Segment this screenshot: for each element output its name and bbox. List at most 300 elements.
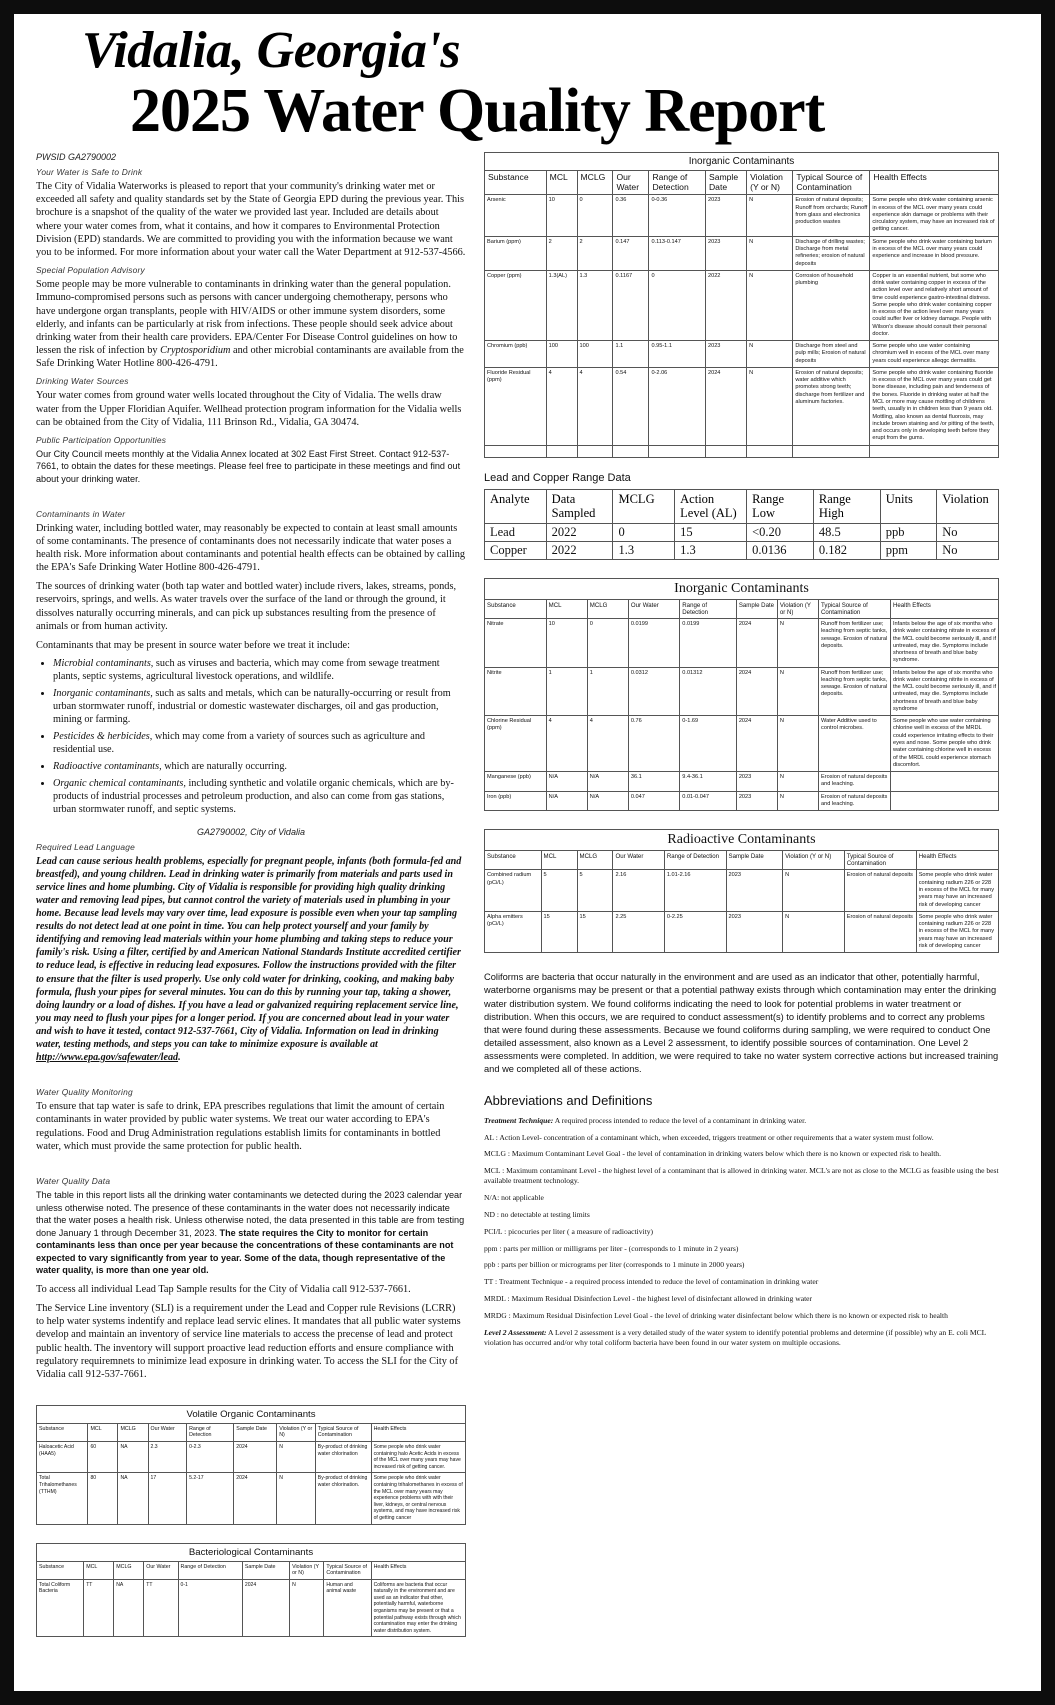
col-violation: Violation (Y or N) bbox=[777, 599, 818, 618]
list-item bbox=[53, 658, 466, 684]
para-special-population bbox=[36, 278, 466, 370]
cell-our-water: 2.16 bbox=[613, 870, 664, 911]
list-item bbox=[53, 778, 466, 817]
cell-violation: N bbox=[777, 716, 818, 772]
cell-empty bbox=[577, 445, 613, 457]
cell-range: 9.4-36.1 bbox=[680, 772, 737, 792]
abbr-text: Maximum Contaminant Level Goal - the level of contamination in drinking waters below which there is no known or expected risk to health. bbox=[509, 1149, 942, 1159]
cell-substance: Chromium (ppb) bbox=[485, 341, 547, 368]
crypto-italic: Cryptosporidium bbox=[160, 345, 231, 357]
cell-range: 0-2.25 bbox=[664, 911, 726, 952]
abbr-text: parts per million or milligrams per liter - (corresponds to 1 minute in 2 years) bbox=[501, 1243, 739, 1253]
heading-safe-to-drink: Your Water is Safe to Drink bbox=[36, 167, 143, 178]
cell-range: 0-1.69 bbox=[680, 716, 737, 772]
bacteriological-table-title: Bacteriological Contaminants bbox=[37, 1543, 466, 1561]
heading-required-lead-language: Required Lead Language bbox=[36, 841, 135, 852]
cell-source: Runoff from fertilizer use; leaching from septic tanks, sewage. Erosion of natural deposits. bbox=[819, 619, 891, 668]
cell-mcl: 4 bbox=[546, 367, 577, 445]
special-b: and other microbial contaminants are available from the Safe Drinking Water Hotline 800-426-4791. bbox=[36, 345, 464, 370]
list-item bbox=[53, 761, 466, 774]
table-row bbox=[485, 772, 999, 792]
col-health: Health Effects bbox=[916, 851, 998, 870]
inorganic1-table-title: Inorganic Contaminants bbox=[485, 153, 999, 171]
cell-health bbox=[890, 791, 998, 811]
spacer-3 bbox=[36, 1159, 466, 1171]
col-mclg: MCLG bbox=[577, 171, 613, 195]
col-source: Typical Source of Contamination bbox=[793, 171, 870, 195]
col-substance: Substance bbox=[485, 851, 542, 870]
spacer-6 bbox=[484, 560, 999, 578]
col-our-water: Our Water bbox=[613, 851, 664, 870]
cell-empty bbox=[870, 445, 999, 457]
table-row bbox=[485, 236, 999, 270]
cell-violation: N bbox=[747, 195, 793, 236]
col-source: Typical Source of Contamination bbox=[315, 1424, 371, 1442]
cell-health: Some people who drink water containing arsenic in excess of the MCL over many years could experience skin damage or problems with their circulatory system, may have an increased risk of getting cancer. bbox=[870, 195, 999, 236]
cell-mcl: 60 bbox=[88, 1441, 118, 1472]
special-a: Some people may be more vulnerable to contaminants in drinking water than the general population. Immuno-compromised persons such as persons with cancer undergoing chemotherapy, persons who have undergone organ transplants, people with HIV/AIDS or other immune system disorders, some elderly, and infants can be particularly at risk from infections. These people should seek advice about drinking water from their health care providers. EPA/Center For Disease Control guidelines on how to lessen the risk of infection by bbox=[36, 279, 458, 357]
col-our-water: Our Water bbox=[613, 171, 649, 195]
cell-date: 2023 bbox=[726, 911, 783, 952]
cell-mclg: 1.3 bbox=[577, 270, 613, 340]
col-our-water: Our Water bbox=[148, 1424, 187, 1442]
cell-mcl: 1.3(AL) bbox=[546, 270, 577, 340]
table-title-row bbox=[485, 830, 999, 851]
page-inner bbox=[14, 14, 1041, 1691]
spacer-2 bbox=[36, 1070, 466, 1082]
cell-mclg: 4 bbox=[577, 367, 613, 445]
cell-our-water: 0.047 bbox=[628, 791, 679, 811]
col-range: Range of Detection bbox=[680, 599, 737, 618]
cell-violation: N bbox=[777, 772, 818, 792]
cell-units: ppb bbox=[880, 523, 937, 541]
col-action-level: Action Level (AL) bbox=[675, 489, 747, 523]
table-title-row bbox=[37, 1406, 466, 1424]
table-header-row bbox=[37, 1424, 466, 1442]
cell-health: Infants below the age of six months who drink water containing nitrite in excess of the MCL could become seriously ill, and if untreated, may die. Symptoms include shortness of breath and blue baby syndrome bbox=[890, 667, 998, 716]
col-range-low: Range Low bbox=[747, 489, 814, 523]
table-row bbox=[485, 870, 999, 911]
para-water-quality-data bbox=[36, 1189, 466, 1277]
cell-range: 0.0199 bbox=[680, 619, 737, 668]
cell-range: 0-1 bbox=[178, 1579, 242, 1637]
cell-violation: No bbox=[937, 541, 999, 559]
abbreviation-item bbox=[484, 1210, 999, 1220]
cell-our-water: 0.0199 bbox=[628, 619, 679, 668]
cell-mcl: 10 bbox=[546, 195, 577, 236]
col-mcl: MCL bbox=[88, 1424, 118, 1442]
cell-empty bbox=[705, 445, 746, 457]
bullet-term: Inorganic contaminants, bbox=[53, 687, 153, 699]
cell-analyte: Lead bbox=[485, 523, 547, 541]
inorganic-contaminants-table-2 bbox=[484, 578, 999, 811]
cell-mclg: 15 bbox=[577, 911, 613, 952]
table-row bbox=[485, 716, 999, 772]
abbr-term: N/A: bbox=[484, 1192, 500, 1202]
col-range: Range of Detection bbox=[178, 1561, 242, 1579]
col-our-water: Our Water bbox=[144, 1561, 178, 1579]
masthead-city: Vidalia, Georgia's bbox=[82, 22, 461, 79]
table-header-row bbox=[485, 171, 999, 195]
cell-health: Some people who use water containing chlorine well in excess of the MRDL could experience irritating effects to their eyes and nose. Some people who drink water containing chlorine well in excess of the MRDL could experience stomach discomfort. bbox=[890, 716, 998, 772]
spacer-4 bbox=[36, 1387, 466, 1405]
col-mclg: MCLG bbox=[577, 851, 613, 870]
abbr-term: Treatment Technique: bbox=[484, 1115, 554, 1125]
cell-mcl: 4 bbox=[546, 716, 587, 772]
contaminant-bullet-list bbox=[36, 658, 466, 816]
cell-violation: N bbox=[290, 1579, 324, 1637]
abbreviation-item bbox=[484, 1227, 999, 1237]
abbr-term: MRDG : bbox=[484, 1310, 511, 1320]
volatile-organic-contaminants-table bbox=[36, 1405, 466, 1525]
list-item bbox=[53, 688, 466, 727]
col-data-sampled: Data Sampled bbox=[546, 489, 613, 523]
cell-health: Some people who drink water containing radium 226 or 228 in excess of the MCL for many years may have an increased risk of developing cancer bbox=[916, 870, 998, 911]
cell-mcl: 80 bbox=[88, 1473, 118, 1524]
cell-violation: No bbox=[937, 523, 999, 541]
bullet-text: which are naturally occurring. bbox=[161, 760, 287, 772]
abbreviation-item bbox=[484, 1277, 999, 1287]
bullet-text: such as salts and metals, which can be naturally-occurring or result from urban stormwater runoff, industrial or domestic wastewater discharges, oil and gas production, mining or farming. bbox=[53, 687, 451, 725]
heading-water-sources: Drinking Water Sources bbox=[36, 376, 129, 387]
spacer-7 bbox=[484, 811, 999, 829]
cell-empty bbox=[747, 445, 793, 457]
cell-mclg: NA bbox=[114, 1579, 144, 1637]
col-source: Typical Source of Contamination bbox=[844, 851, 916, 870]
cell-range: 0-2.06 bbox=[649, 367, 706, 445]
col-range-high: Range High bbox=[813, 489, 880, 523]
right-column bbox=[484, 152, 999, 1354]
cell-source: By-product of drinking water chlorination bbox=[315, 1441, 371, 1472]
cell-mcl: 1 bbox=[546, 667, 587, 716]
system-id-label: GA2790002, City of Vidalia bbox=[197, 826, 305, 837]
abbr-term: PCI/L : bbox=[484, 1226, 507, 1236]
abbreviation-item bbox=[484, 1133, 999, 1143]
pwsid-label: PWSID GA2790002 bbox=[36, 152, 117, 163]
abbr-term: ppb : bbox=[484, 1260, 500, 1270]
abbr-term: ND : bbox=[484, 1209, 499, 1219]
para-contaminants-2: The sources of drinking water (both tap water and bottled water) include rivers, lakes, streams, ponds, reservoirs, springs, and wells. As water travels over the surface of the land or through the ground, it dissolves naturally occurring minerals, and can pick up substances resulting from the presence of animals or from human activity. bbox=[36, 581, 457, 632]
cell-violation: N bbox=[777, 619, 818, 668]
col-mclg: MCLG bbox=[118, 1424, 148, 1442]
abbr-text: Action Level- concentration of a contaminant which, when exceeded, triggers treatment or other requirements that a water system must follow. bbox=[497, 1132, 934, 1142]
left-column bbox=[36, 152, 466, 1637]
cell-mcl: N/A bbox=[546, 791, 587, 811]
abbr-text: Maximum Residual Disinfection Level Goal - the level of drinking water disinfectant below which there is no known or expected risk to health bbox=[510, 1310, 948, 1320]
radioactive-contaminants-table bbox=[484, 829, 999, 953]
col-violation: Violation (Y or N) bbox=[277, 1424, 316, 1442]
table-header-row bbox=[485, 599, 999, 618]
cell-source: Discharge from steel and pulp mills; Erosion of natural deposits bbox=[793, 341, 870, 368]
cell-range: 0.95-1.1 bbox=[649, 341, 706, 368]
abbr-term: MCLG : bbox=[484, 1149, 510, 1159]
cell-health bbox=[890, 772, 998, 792]
lead-text: Lead can cause serious health problems, especially for pregnant people, infants (both formula-fed and breastfed), and young children. Lead in drinking water is primarily from materials and parts used in service lines and home plumbing. City of Vidalia is responsible for providing high quality drinking water and removing lead pipes, but cannot control the variety of materials used in plumbing in your home. Because lead levels may vary over time, lead exposure is possible even when your tap sampling results do not detect lead at one point in time. You can help protect yourself and your family by identifying and removing lead materials within your home plumbing and taking steps to reduce your family's risk. Using a filter, certified by and American National Standards Institute accredited certifier to reduce lead, is effective in reducing lead exposures. Follow the instructions provided with the filter to ensure that the filter is used properly. Use only cold water for drinking, cooking, and making baby formula, flush your pipes for several minutes. You can do this by running your tap, taking a shower, doing laundry or a load of dishes. If you have a lead or galvanized requiring replacement service line, you may need to flush your pipes for a longer period. If you are concerned about lead in your water and wish to have it tested, contact 912-537-7661, City of Vidalia. Information on lead in drinking water, testing methods, and steps you can take to minimize exposure is available at bbox=[36, 855, 462, 1051]
volatile-table-title: Volatile Organic Contaminants bbox=[37, 1406, 466, 1424]
cell-date: 2023 bbox=[726, 870, 783, 911]
cell-action-level: 15 bbox=[675, 523, 747, 541]
cell-health: Some people who drink water containing halo Acetic Acids in excess of the MCL over many years may have increased risk of getting cancer. bbox=[371, 1441, 465, 1472]
table-title-row bbox=[37, 1543, 466, 1561]
cell-date: 2024 bbox=[234, 1473, 277, 1524]
col-health: Health Effects bbox=[890, 599, 998, 618]
cell-our-water: 0.76 bbox=[628, 716, 679, 772]
table-header-row bbox=[485, 851, 999, 870]
heading-contaminants-in-water: Contaminants in Water bbox=[36, 508, 126, 519]
cell-our-water: 36.1 bbox=[628, 772, 679, 792]
cell-range: 1.01-2.16 bbox=[664, 870, 726, 911]
cell-our-water: 0.36 bbox=[613, 195, 649, 236]
abbr-text: A required process intended to reduce the level of a contaminant in drinking water. bbox=[553, 1115, 807, 1125]
cell-mclg: NA bbox=[118, 1473, 148, 1524]
table-title-row bbox=[485, 578, 999, 599]
cell-mclg: 0 bbox=[577, 195, 613, 236]
cell-date: 2023 bbox=[736, 772, 777, 792]
cell-date: 2024 bbox=[736, 619, 777, 668]
abbr-text: Treatment Technique - a required process intended to reduce the level of contamination in drinking water bbox=[497, 1277, 819, 1287]
col-substance: Substance bbox=[37, 1424, 88, 1442]
cell-date: 2024 bbox=[234, 1441, 277, 1472]
cell-our-water: 0.54 bbox=[613, 367, 649, 445]
col-sample-date: Sample Date bbox=[736, 599, 777, 618]
cell-substance: Chlorine Residual (ppm) bbox=[485, 716, 547, 772]
table-row bbox=[485, 523, 999, 541]
cell-substance: Combined radium (pCi/L) bbox=[485, 870, 542, 911]
abbreviation-item bbox=[484, 1149, 999, 1159]
cell-substance: Iron (ppb) bbox=[485, 791, 547, 811]
cell-date: 2023 bbox=[705, 195, 746, 236]
abbr-text: Maximum contaminant Level - the highest level of a contaminant that is allowed in drinking water. MCL's are not as close to the MCLG as feasible using the best available treatment technology. bbox=[484, 1166, 999, 1186]
cell-date: 2023 bbox=[736, 791, 777, 811]
cell-range-low: 0.0136 bbox=[747, 541, 814, 559]
cell-substance: Alpha emitters (pCi/L) bbox=[485, 911, 542, 952]
abbr-text: Maximum Residual Disinfection Level - the highest level of disinfectant allowed in drinking water bbox=[509, 1294, 813, 1304]
col-sample-date: Sample Date bbox=[705, 171, 746, 195]
spacer-8 bbox=[484, 953, 999, 971]
cell-mcl: 15 bbox=[541, 911, 577, 952]
cell-mcl: TT bbox=[84, 1579, 114, 1637]
para-water-sources: Your water comes from ground water wells located throughout the City of Vidalia. The wells draw water from the Upper Floridian Aquifer. Wellhead protection program information for the Vidalia wells can be obtained from the City of Vidalia, 111 Brinson Rd., Vidalia, GA 30474. bbox=[36, 390, 462, 428]
col-mcl: MCL bbox=[546, 599, 587, 618]
cell-health: Some people who use water containing chromium well in excess of the MCL over many years could experience alleqgc dermatitis. bbox=[870, 341, 999, 368]
table-row bbox=[485, 195, 999, 236]
heading-special-population: Special Population Advisory bbox=[36, 265, 145, 276]
abbreviation-item bbox=[484, 1116, 999, 1126]
cell-source: Erosion of natural deposits and leaching. bbox=[819, 772, 891, 792]
cell-substance: Total Coliform Bacteria bbox=[37, 1579, 84, 1637]
abbreviation-item bbox=[484, 1166, 999, 1186]
cell-range-low: <0.20 bbox=[747, 523, 814, 541]
cell-empty bbox=[485, 445, 547, 457]
cell-empty bbox=[793, 445, 870, 457]
table-row bbox=[37, 1579, 466, 1637]
cell-substance: Fluoride Residual (ppm) bbox=[485, 367, 547, 445]
cell-source: Runoff from fertilizer use; leaching from septic tanks, sewage. Erosion of natural deposits. bbox=[819, 667, 891, 716]
content-columns bbox=[36, 152, 1019, 1637]
cell-our-water: 0.0312 bbox=[628, 667, 679, 716]
cell-violation: N bbox=[777, 791, 818, 811]
col-our-water: Our Water bbox=[628, 599, 679, 618]
cell-range: 0-0.36 bbox=[649, 195, 706, 236]
cell-source: Erosion of natural deposits and leaching. bbox=[819, 791, 891, 811]
cell-health: Coliforms are bacteria that occur naturally in the environment and are used as an indicator that other, potentially harmful, waterborne organisms may be present or that a potential pathway exists through which contamination may enter the drinking water distribution system. bbox=[371, 1579, 465, 1637]
masthead-title: 2025 Water Quality Report bbox=[130, 77, 825, 146]
cell-range: 0.113-0.147 bbox=[649, 236, 706, 270]
bacteriological-contaminants-table bbox=[36, 1543, 466, 1638]
table-title-row bbox=[485, 153, 999, 171]
list-item bbox=[53, 731, 466, 757]
col-units: Units bbox=[880, 489, 937, 523]
abbr-text: no detectable at testing limits bbox=[498, 1209, 590, 1219]
bullet-term: Microbial contaminants, bbox=[53, 658, 154, 670]
table-row bbox=[37, 1473, 466, 1524]
cell-health: Some people who drink water containing fluoride in excess of the MCL over many years could get bone disease, including pain and tenderness of the bones. Fluoride in drinking water at half the MCL or more may cause mottling of childrens teeth, usually in in children less than 9 years old. Mottling, also known as dental fluorosis, may include brown staining and /or pitting of the teeth, and occurs only in developing teeth before they erupt from the gums. bbox=[870, 367, 999, 445]
masthead bbox=[36, 24, 1019, 144]
cell-violation: N bbox=[747, 236, 793, 270]
abbreviation-item bbox=[484, 1294, 999, 1304]
cell-health: Some people who drink water containing radium 226 or 228 in excess of the MCL for many years may have an increased risk of developing cancer bbox=[916, 911, 998, 952]
cell-units: ppm bbox=[880, 541, 937, 559]
col-mcl: MCL bbox=[546, 171, 577, 195]
cell-violation: N bbox=[277, 1473, 316, 1524]
cell-range-high: 48.5 bbox=[813, 523, 880, 541]
col-source: Typical Source of Contamination bbox=[324, 1561, 371, 1579]
cell-date: 2024 bbox=[242, 1579, 289, 1637]
cell-mclg: 0 bbox=[613, 523, 675, 541]
cell-substance: Barium (ppm) bbox=[485, 236, 547, 270]
cell-violation: N bbox=[277, 1441, 316, 1472]
cell-date: 2022 bbox=[705, 270, 746, 340]
table-header-row bbox=[485, 489, 999, 523]
abbr-term: Level 2 Assessment: bbox=[484, 1327, 547, 1337]
table-row bbox=[485, 619, 999, 668]
table-row bbox=[485, 667, 999, 716]
cell-substance: Total Trihalomethanes (TTHM) bbox=[37, 1473, 88, 1524]
cell-health: Infants below the age of six months who drink water containing nitrate in excess of the MCL could become seriously ill, and if untreated, may die. Symptoms include shortness of breath and blue baby syndrome. bbox=[890, 619, 998, 668]
cell-health: Copper is an essential nutrient, but some who drink water containing copper in excess of the action level over and relatively short amount of time could experience gastro-intestinal distress. Some people who drink water containing copper in excess of the action level over many years could suffer liver or kidney damage. People with Wilson's disease should consult their personal doctor. bbox=[870, 270, 999, 340]
cell-mclg: NA bbox=[118, 1441, 148, 1472]
table-row bbox=[37, 1441, 466, 1472]
col-sample-date: Sample Date bbox=[726, 851, 783, 870]
para-water-quality-monitoring: To ensure that tap water is safe to drink, EPA prescribes regulations that limit the amount of certain contaminants in water provided by public water systems. We treat our water according to EPA's regulations. Food and Drug Administration regulations establish limits for contaminants in bottled water, which must provide the same protection for public health. bbox=[36, 1101, 445, 1152]
cell-source: Discharge of drilling wastes; Discharge from metal refineries; erosion of natural deposits bbox=[793, 236, 870, 270]
para-contaminants-3: Contaminants that may be present in source water before we treat it include: bbox=[36, 639, 350, 651]
abbreviations-title: Abbreviations and Definitions bbox=[484, 1092, 653, 1108]
cell-substance: Arsenic bbox=[485, 195, 547, 236]
abbreviation-item bbox=[484, 1193, 999, 1203]
lead-copper-title: Lead and Copper Range Data bbox=[484, 471, 631, 484]
col-health: Health Effects bbox=[870, 171, 999, 195]
epa-lead-link[interactable]: http://www.epa.gov/safewater/lead bbox=[36, 1052, 179, 1064]
cell-violation: N bbox=[783, 870, 845, 911]
cell-source: Human and animal waste bbox=[324, 1579, 371, 1637]
para-contaminants-1: Drinking water, including bottled water, may reasonably be expected to contain at least small amounts of some contaminants. The presence of contaminants does not necessarily indicate that water poses a health risk. More information about contaminants and potential health effects can be obtained by calling the EPA's Safe Drinking Water Hotline 800-426-4791. bbox=[36, 522, 465, 574]
cell-mclg: 5 bbox=[577, 870, 613, 911]
cell-our-water: 0.147 bbox=[613, 236, 649, 270]
abbr-term: MRDL : bbox=[484, 1294, 510, 1304]
col-mclg: MCLG bbox=[114, 1561, 144, 1579]
heading-water-quality-data: Water Quality Data bbox=[36, 1175, 111, 1186]
cell-range: 0-2.3 bbox=[187, 1441, 234, 1472]
table-row bbox=[485, 911, 999, 952]
para-required-lead-language: Lead can cause serious health problems, especially for pregnant people, infants (both formula-fed and breastfed), and young children. Lead in drinking water is primarily from materials and parts used in service lines and home plumbing. City of Vidalia is responsible for providing high quality drinking water and removing lead pipes, but cannot control the variety of materials used in plumbing in your home. Because lead levels may vary over time, lead exposure is possible even when your tap sampling results do not detect lead at one point in time. You can help protect yourself and your family by identifying and removing lead materials within your home plumbing and taking steps to reduce your family's risk. Using a filter, certified by and American National Standards Institute accredited certifier to reduce lead, is effective in reducing lead exposures. Follow the instructions provided with the filter to ensure that the filter is used properly. Use only cold water for drinking, cooking, and making baby formula, flush your pipes for several minutes. You can do this by running your tap, taking a shower, doing laundry or a load of dishes. If you have a lead or galvanized requiring replacement service line, you may need to flush your pipes for a longer period. If you are concerned about lead in your water and wish to have it tested, contact 912-537-7661, City of Vidalia. Information on lead in drinking water, testing methods, and steps you can take to minimize exposure is available at http://www.epa.gov/safewater/lead. bbox=[36, 855, 462, 1064]
cell-action-level: 1.3 bbox=[675, 541, 747, 559]
bullet-term: Pesticides & herbicides, bbox=[53, 730, 153, 742]
cell-mclg: 0 bbox=[587, 619, 628, 668]
cell-source: By-product of drinking water chlorination. bbox=[315, 1473, 371, 1524]
cell-range: 0.01-0.047 bbox=[680, 791, 737, 811]
cell-substance: Manganese (ppb) bbox=[485, 772, 547, 792]
col-range: Range of Detection bbox=[664, 851, 726, 870]
spacer-5 bbox=[36, 1525, 466, 1543]
cell-violation: N bbox=[777, 667, 818, 716]
bullet-term: Radioactive contaminants, bbox=[53, 760, 162, 772]
cell-source: Erosion of natural deposits; Runoff from orchards; Runoff from glass and electronics production wastes bbox=[793, 195, 870, 236]
cell-our-water: 2.25 bbox=[613, 911, 664, 952]
col-source: Typical Source of Contamination bbox=[819, 599, 891, 618]
abbr-term: MCL : bbox=[484, 1166, 505, 1176]
cell-date: 2024 bbox=[705, 367, 746, 445]
para-coliform-assessment: Coliforms are bacteria that occur naturally in the environment and are used as an indicator that other, potentially harmful, waterborne organisms may be present or that a potential pathway exists through which contamination may enter the drinking water distribution system. We found coliforms indicating the need to look for potential problems in water treatment or distribution. When this occurs, we are required to conduct assessment(s) to identify problems and to correct any problems that were found during these assessments. Because we found coliforms during sampling, we were required to conduct One detailed assessment, also known as a Level 2 assessment, to identify possible sources of contamination. One Level 2 assessments were completed. In addition, we were required to take no water system corrective actions but increased training and we completed all of these actions. bbox=[484, 972, 999, 1075]
table-row bbox=[485, 791, 999, 811]
cell-violation: N bbox=[747, 270, 793, 340]
para-safe-to-drink: The City of Vidalia Waterworks is pleased to report that your community's drinking water met or exceeded all safety and quality standards set by the State of Georgia EPD during the previous year. This brochure is a snapshot of the quality of the water we provided last year. Included are details about where your water comes from, what it contains, and how it compares to Environmental Protection Division (EPD) standards. We are committed to providing you with the information because we want you to be informed. For more information about your water call the Water Department at 912-537-4566. bbox=[36, 181, 466, 258]
col-range: Range of Detection bbox=[187, 1424, 234, 1442]
abbreviation-item bbox=[484, 1328, 999, 1348]
table-row bbox=[485, 541, 999, 559]
cell-range: 0.01312 bbox=[680, 667, 737, 716]
col-violation: Violation bbox=[937, 489, 999, 523]
cell-mcl: 5 bbox=[541, 870, 577, 911]
cell-mcl: 100 bbox=[546, 341, 577, 368]
table-header-row bbox=[37, 1561, 466, 1579]
cell-range: 0 bbox=[649, 270, 706, 340]
cell-violation: N bbox=[747, 341, 793, 368]
table-row bbox=[485, 367, 999, 445]
col-mcl: MCL bbox=[84, 1561, 114, 1579]
lead-copper-range-table bbox=[484, 489, 999, 560]
cell-date: 2024 bbox=[736, 667, 777, 716]
col-violation: Violation (Y or N) bbox=[783, 851, 845, 870]
table-row bbox=[485, 270, 999, 340]
cell-health: Some people who drink water containing barium in excess of the MCL over many years could experience and increase in blood pressure. bbox=[870, 236, 999, 270]
cell-mclg: 1 bbox=[587, 667, 628, 716]
cell-mclg: N/A bbox=[587, 791, 628, 811]
cell-our-water: 17 bbox=[148, 1473, 187, 1524]
para-lead-tap-results: To access all individual Lead Tap Sample results for the City of Vidalia call 912-537-7661. bbox=[36, 1283, 411, 1295]
cell-health: Some people who drink water containing trihalomethanes in excess of the MCL over many years may experience problems with with their liver, kidneys, or central nervous systems, and may have increased risk of getting cancer bbox=[371, 1473, 465, 1524]
abbr-term: ppm : bbox=[484, 1243, 502, 1253]
data-text-bold: The state requires the City to monitor for certain contaminants less than once per year because the concentrations of these contaminants are not expected to vary significantly from year to year. Some of the data, though representative of the water quality, is more than one year old. bbox=[36, 1227, 454, 1276]
cell-range: 5.2-17 bbox=[187, 1473, 234, 1524]
cell-mclg: 100 bbox=[577, 341, 613, 368]
cell-analyte: Copper bbox=[485, 541, 547, 559]
abbr-term: AL : bbox=[484, 1132, 498, 1142]
col-range: Range of Detection bbox=[649, 171, 706, 195]
cell-substance: Haloacetic Acid (HAA5) bbox=[37, 1441, 88, 1472]
bullet-text: which may come from a variety of sources such as agriculture and residential use. bbox=[53, 730, 426, 755]
abbreviation-item bbox=[484, 1260, 999, 1270]
cell-range-high: 0.182 bbox=[813, 541, 880, 559]
col-health: Health Effects bbox=[371, 1424, 465, 1442]
abbr-text: parts per billion or micrograms per liter (corresponds to 1 minute in 2000 years) bbox=[499, 1260, 745, 1270]
abbr-text: picocuries per liter ( a measure of radioactivity) bbox=[506, 1226, 654, 1236]
cell-mclg: 2 bbox=[577, 236, 613, 270]
cell-mcl: N/A bbox=[546, 772, 587, 792]
cell-violation: N bbox=[783, 911, 845, 952]
col-mclg: MCLG bbox=[613, 489, 675, 523]
cell-mclg: 4 bbox=[587, 716, 628, 772]
